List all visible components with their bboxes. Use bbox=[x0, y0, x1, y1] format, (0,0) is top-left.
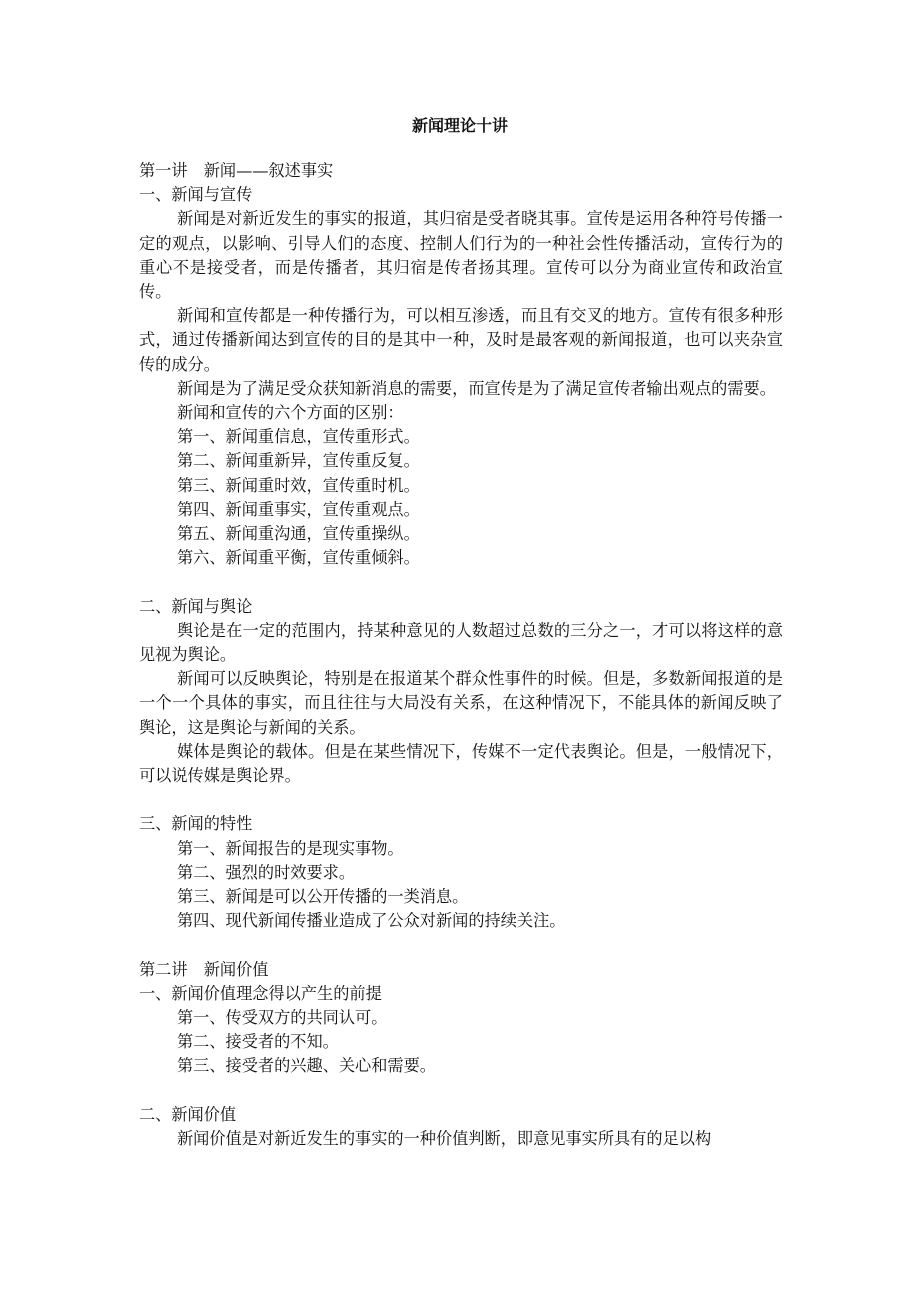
paragraph: 媒体是舆论的载体。但是在某些情况下，传媒不一定代表舆论。但是，一般情况下，可以说传媒是舆论界。 bbox=[139, 741, 783, 786]
paragraph: 新闻是对新近发生的事实的报道，其归宿是受者晓其事。宣传是运用各种符号传播一定的观点，以影响、引导人们的态度、控制人们行为的一种社会性传播活动，宣传行为的重心不是接受者，而是传播者，其归宿是传者扬其理。宣传可以分为商业宣传和政治宣传。 bbox=[139, 209, 783, 301]
blank-line bbox=[139, 1079, 783, 1103]
list-item: 第二、新闻重新异，宣传重反复。 bbox=[177, 451, 420, 471]
section-heading: 一、新闻价值理念得以产生的前提 bbox=[139, 983, 382, 1003]
list-item: 第五、新闻重沟通，宣传重操纵。 bbox=[177, 524, 420, 544]
blank-line bbox=[139, 570, 783, 594]
document-title: 新闻理论十讲 bbox=[411, 116, 508, 135]
section-heading: 三、新闻的特性 bbox=[139, 814, 253, 834]
list-item: 第一、传受双方的共同认可。 bbox=[177, 1007, 388, 1027]
list-item: 第一、新闻报告的是现实事物。 bbox=[177, 838, 404, 858]
paragraph: 新闻是为了满足受众获知新消息的需要，而宣传是为了满足宣传者输出观点的需要。 bbox=[177, 378, 776, 398]
list-item: 第二、强烈的时效要求。 bbox=[177, 862, 356, 882]
section-heading: 二、新闻价值 bbox=[139, 1104, 237, 1124]
paragraph: 新闻价值是对新近发生的事实的一种价值判断，即意见事实所具有的足以构 bbox=[177, 1128, 712, 1148]
list-item: 第一、新闻重信息，宣传重形式。 bbox=[177, 427, 420, 447]
paragraph: 新闻可以反映舆论，特别是在报道某个群众性事件的时候。但是，多数新闻报道的是一个一个具体的事实，而且往往与大局没有关系，在这种情况下，不能具体的新闻反映了舆论，这是舆论与新闻的关系。 bbox=[139, 669, 783, 737]
list-item: 第三、接受者的兴趣、关心和需要。 bbox=[177, 1056, 436, 1076]
lecture-heading: 第二讲 新闻价值 bbox=[139, 959, 269, 979]
blank-line bbox=[139, 933, 783, 957]
list-item: 第四、现代新闻传播业造成了公众对新闻的持续关注。 bbox=[177, 911, 566, 931]
paragraph: 新闻和宣传都是一种传播行为，可以相互渗透，而且有交叉的地方。宣传有很多种形式，通过传播新闻达到宣传的目的是其中一种，及时是最客观的新闻报道，也可以夹杂宣传的成分。 bbox=[139, 306, 783, 374]
list-item: 第三、新闻是可以公开传播的一类消息。 bbox=[177, 887, 469, 906]
lecture-heading: 第一讲 新闻——叙述事实 bbox=[139, 161, 334, 180]
list-item: 第三、新闻重时效，宣传重时机。 bbox=[177, 475, 420, 495]
list-intro: 新闻和宣传的六个方面的区别： bbox=[177, 403, 404, 422]
paragraph: 舆论是在一定的范围内，持某种意见的人数超过总数的三分之一，才可以将这样的意见视为舆论。 bbox=[139, 620, 783, 664]
list-item: 第六、新闻重平衡，宣传重倾斜。 bbox=[177, 548, 420, 568]
list-item: 第二、接受者的不知。 bbox=[177, 1032, 339, 1052]
section-heading: 二、新闻与舆论 bbox=[139, 596, 253, 616]
section-heading: 一、新闻与宣传 bbox=[139, 185, 253, 205]
blank-line bbox=[139, 788, 783, 812]
list-item: 第四、新闻重事实，宣传重观点。 bbox=[177, 499, 420, 519]
document-body bbox=[139, 159, 783, 1151]
